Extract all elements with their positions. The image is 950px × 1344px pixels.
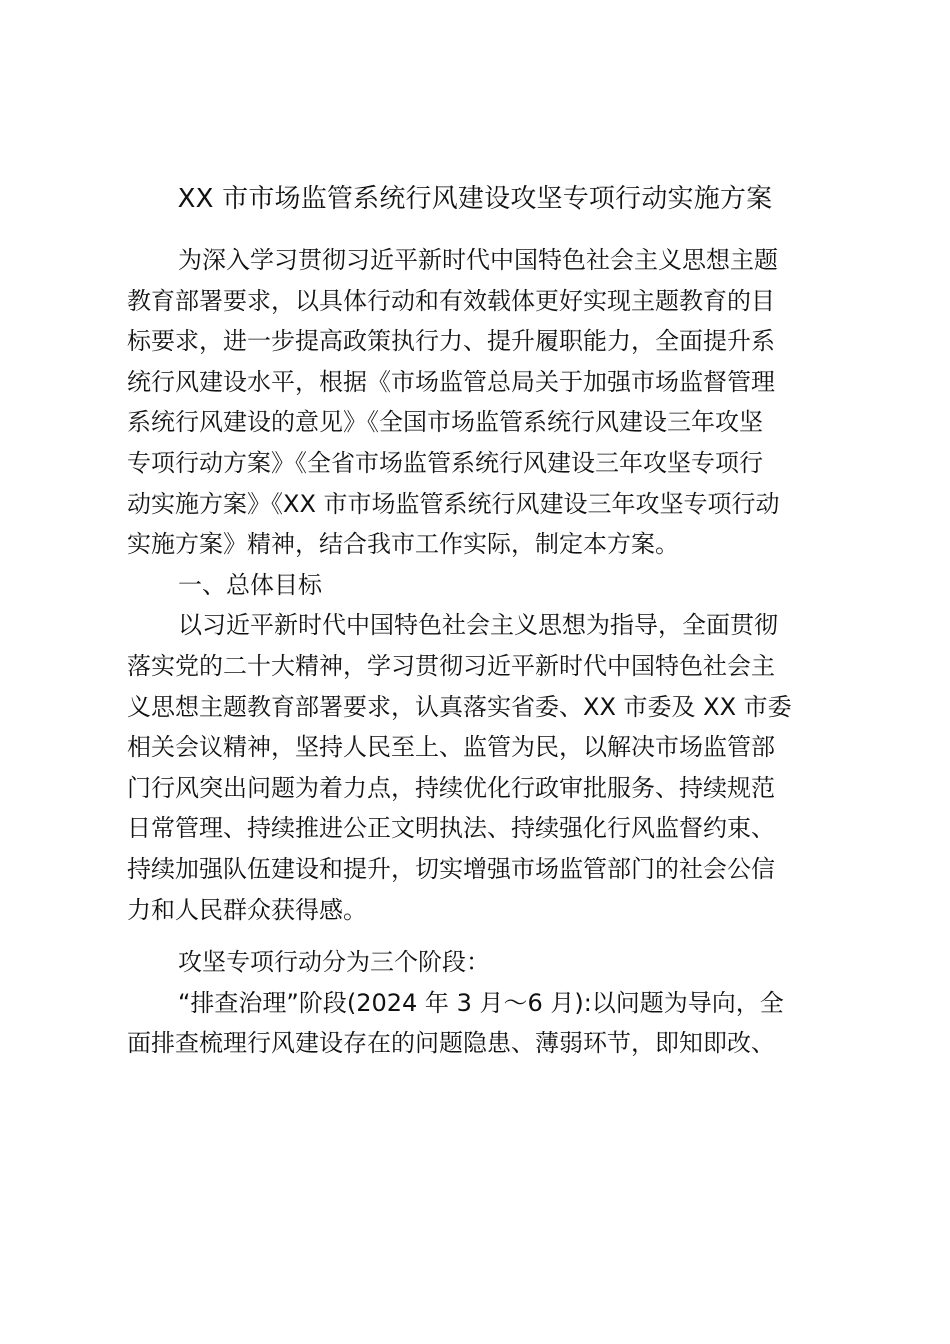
paragraph-line: 专项行动方案》《全省市场监管系统行风建设三年攻坚专项行 xyxy=(127,448,763,477)
paragraph-line: 实施方案》精神，结合我市工作实际，制定本方案。 xyxy=(127,530,679,559)
paragraph-line: 相关会议精神，坚持人民至上、监管为民，以解决市场监管部 xyxy=(127,733,775,762)
document-title: XX 市市场监管系统行风建设攻坚专项行动实施方案 xyxy=(177,184,773,214)
paragraph-line: 系统行风建设的意见》《全国市场监管系统行风建设三年攻坚 xyxy=(127,408,763,437)
paragraph-line: 统行风建设水平，根据《市场监管总局关于加强市场监督管理 xyxy=(127,367,775,396)
paragraph-line: “排查治理”阶段(2024 年 3 月～6 月):以问题为导向，全 xyxy=(178,988,784,1017)
paragraph-line: 攻坚专项行动分为三个阶段： xyxy=(178,948,490,977)
paragraph-line: 日常管理、持续推进公正文明执法、持续强化行风监督约束、 xyxy=(127,814,775,843)
paragraph-line: 为深入学习贯彻习近平新时代中国特色社会主义思想主题 xyxy=(178,246,778,274)
paragraph-line: 教育部署要求，以具体行动和有效载体更好实现主题教育的目 xyxy=(127,286,775,315)
section-heading: 一、总体目标 xyxy=(178,570,322,599)
paragraph-line: 力和人民群众获得感。 xyxy=(127,895,367,924)
paragraph-line: 标要求，进一步提高政策执行力、提升履职能力，全面提升系 xyxy=(127,327,775,356)
paragraph-line: 以习近平新时代中国特色社会主义思想为指导，全面贯彻 xyxy=(178,611,778,640)
paragraph-line: 面排查梳理行风建设存在的问题隐患、薄弱环节，即知即改、 xyxy=(127,1029,775,1058)
paragraph-line: 门行风突出问题为着力点，持续优化行政审批服务、持续规范 xyxy=(127,773,775,802)
paragraph-gap xyxy=(127,930,827,942)
paragraph-line: 落实党的二十大精神，学习贯彻习近平新时代中国特色社会主 xyxy=(127,651,775,680)
paragraph-line: 动实施方案》《XX 市市场监管系统行风建设三年攻坚专项行动 xyxy=(127,489,780,518)
document-body xyxy=(127,240,827,1064)
paragraph-line: 义思想主题教育部署要求，认真落实省委、XX 市委及 XX 市委 xyxy=(127,692,792,721)
paragraph-line: 持续加强队伍建设和提升，切实增强市场监管部门的社会公信 xyxy=(127,854,775,883)
